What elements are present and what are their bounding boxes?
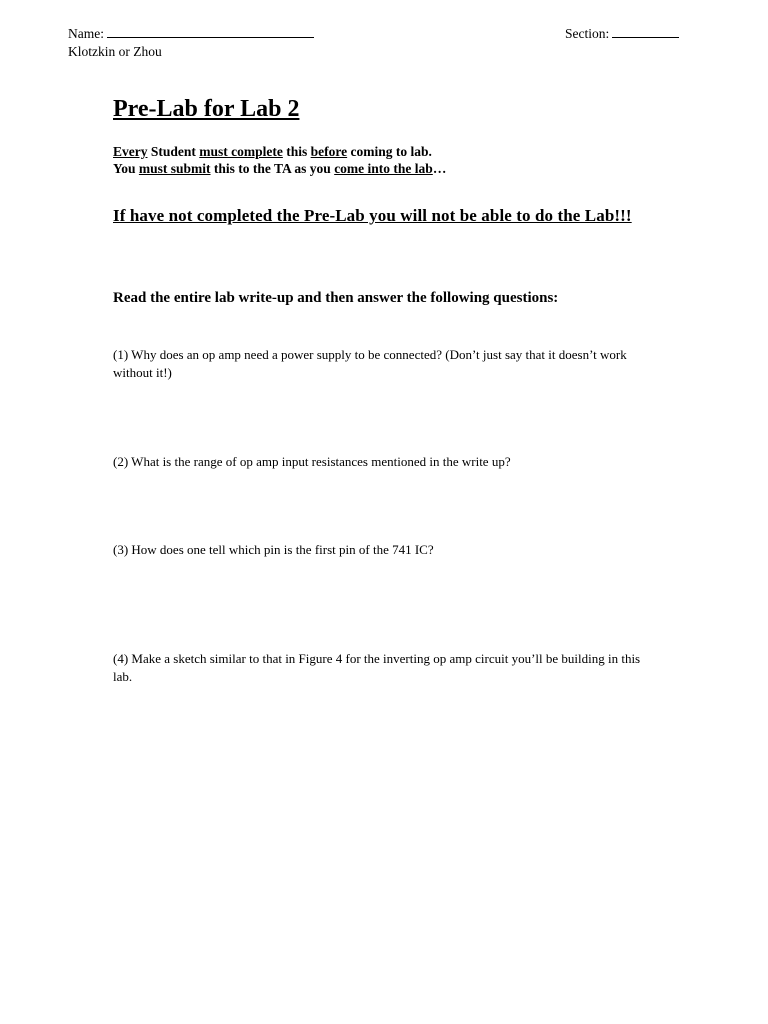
section-label: Section: bbox=[565, 26, 610, 41]
question-3: (3) How does one tell which pin is the first pin of the 741 IC? bbox=[113, 542, 434, 557]
section-blank[interactable] bbox=[612, 24, 679, 38]
section-line bbox=[565, 24, 679, 43]
emphasis-every: Every bbox=[113, 144, 148, 159]
name-line bbox=[68, 24, 314, 43]
question-1: (1) Why does an op amp need a power supply to be connected? (Don’t just say that it doesn’t work without it!) bbox=[113, 347, 627, 380]
student-info-header bbox=[68, 24, 314, 61]
instruction-text: … bbox=[432, 161, 447, 176]
emphasis-must-submit: must submit bbox=[138, 161, 211, 176]
instruction-text: Student bbox=[147, 144, 200, 159]
page-title: Pre-Lab for Lab 2 bbox=[113, 96, 300, 122]
instruction-line-submit bbox=[113, 160, 446, 177]
instruction-text: coming to lab. bbox=[347, 144, 432, 159]
instructions bbox=[113, 143, 446, 177]
prelab-warning: If have not completed the Pre-Lab you will not be able to do the Lab!!! bbox=[113, 206, 632, 225]
emphasis-before: before bbox=[310, 144, 348, 159]
emphasis-must-complete: must complete bbox=[199, 144, 283, 159]
instruction-text: this to the TA as you bbox=[210, 161, 335, 176]
instruction-line-complete bbox=[113, 143, 446, 160]
question-4: (4) Make a sketch similar to that in Figure 4 for the inverting op amp circuit you’ll be building in this lab. bbox=[113, 651, 641, 684]
question-2: (2) What is the range of op amp input resistances mentioned in the write up? bbox=[113, 454, 511, 469]
read-instruction: Read the entire lab write-up and then answer the following questions: bbox=[113, 290, 559, 306]
instructors: Klotzkin or Zhou bbox=[68, 44, 162, 59]
name-blank[interactable] bbox=[107, 24, 314, 38]
name-label: Name: bbox=[68, 26, 104, 41]
instruction-text: You bbox=[113, 161, 139, 176]
emphasis-come-into-lab: come into the lab bbox=[334, 161, 433, 176]
instruction-text: this bbox=[282, 144, 311, 159]
